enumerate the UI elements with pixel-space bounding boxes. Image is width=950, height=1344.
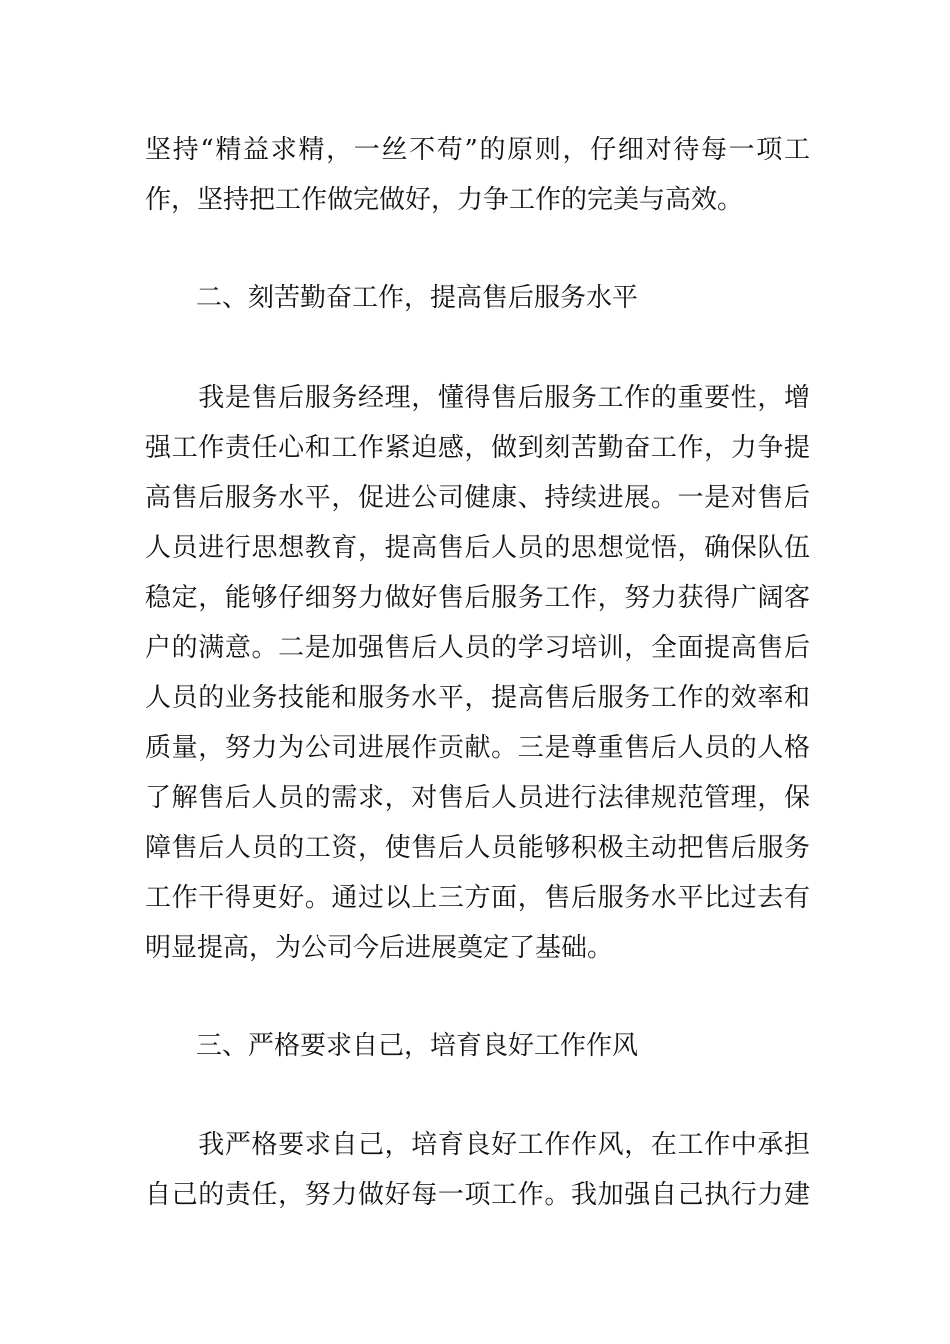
- paragraph-line: 质量，努力为公司进展作贡献。三是尊重售后人员的人格: [145, 733, 810, 763]
- section-heading-3: 三、严格要求自己，培育良好工作作风: [196, 1031, 639, 1061]
- paragraph-2: [145, 373, 810, 973]
- paragraph-line: 户的满意。二是加强售后人员的学习培训，全面提高售后: [145, 633, 810, 663]
- paragraph-line: 稳定，能够仔细努力做好售后服务工作，努力获得广阔客: [145, 583, 810, 613]
- paragraph-line: 我是售后服务经理，懂得售后服务工作的重要性，增: [145, 383, 810, 413]
- paragraph-line: 作，坚持把工作做完做好，力争工作的完美与高效。: [145, 185, 744, 215]
- paragraph-line: 坚持“精益求精，一丝不苟”的原则，仔细对待每一项工: [145, 135, 810, 165]
- section-heading-2: 二、刻苦勤奋工作，提高售后服务水平: [196, 283, 639, 313]
- paragraph-line: 自己的责任，努力做好每一项工作。我加强自己执行力建: [145, 1180, 810, 1210]
- paragraph-line: 高售后服务水平，促进公司健康、持续进展。一是对售后: [145, 483, 810, 513]
- paragraph-line: 人员进行思想教育，提高售后人员的思想觉悟，确保队伍: [145, 533, 810, 563]
- paragraph-line: 强工作责任心和工作紧迫感，做到刻苦勤奋工作，力争提: [145, 433, 810, 463]
- paragraph-line: 了解售后人员的需求，对售后人员进行法律规范管理，保: [145, 783, 810, 813]
- paragraph-1: [145, 125, 810, 225]
- paragraph-line: 工作干得更好。通过以上三方面，售后服务水平比过去有: [145, 883, 810, 913]
- paragraph-line: 人员的业务技能和服务水平，提高售后服务工作的效率和: [145, 683, 810, 713]
- paragraph-line: 明显提高，为公司今后进展奠定了基础。: [145, 933, 614, 963]
- paragraph-3: [145, 1120, 810, 1220]
- paragraph-line: 我严格要求自己，培育良好工作作风，在工作中承担: [145, 1130, 810, 1160]
- paragraph-line: 障售后人员的工资，使售后人员能够积极主动把售后服务: [145, 833, 810, 863]
